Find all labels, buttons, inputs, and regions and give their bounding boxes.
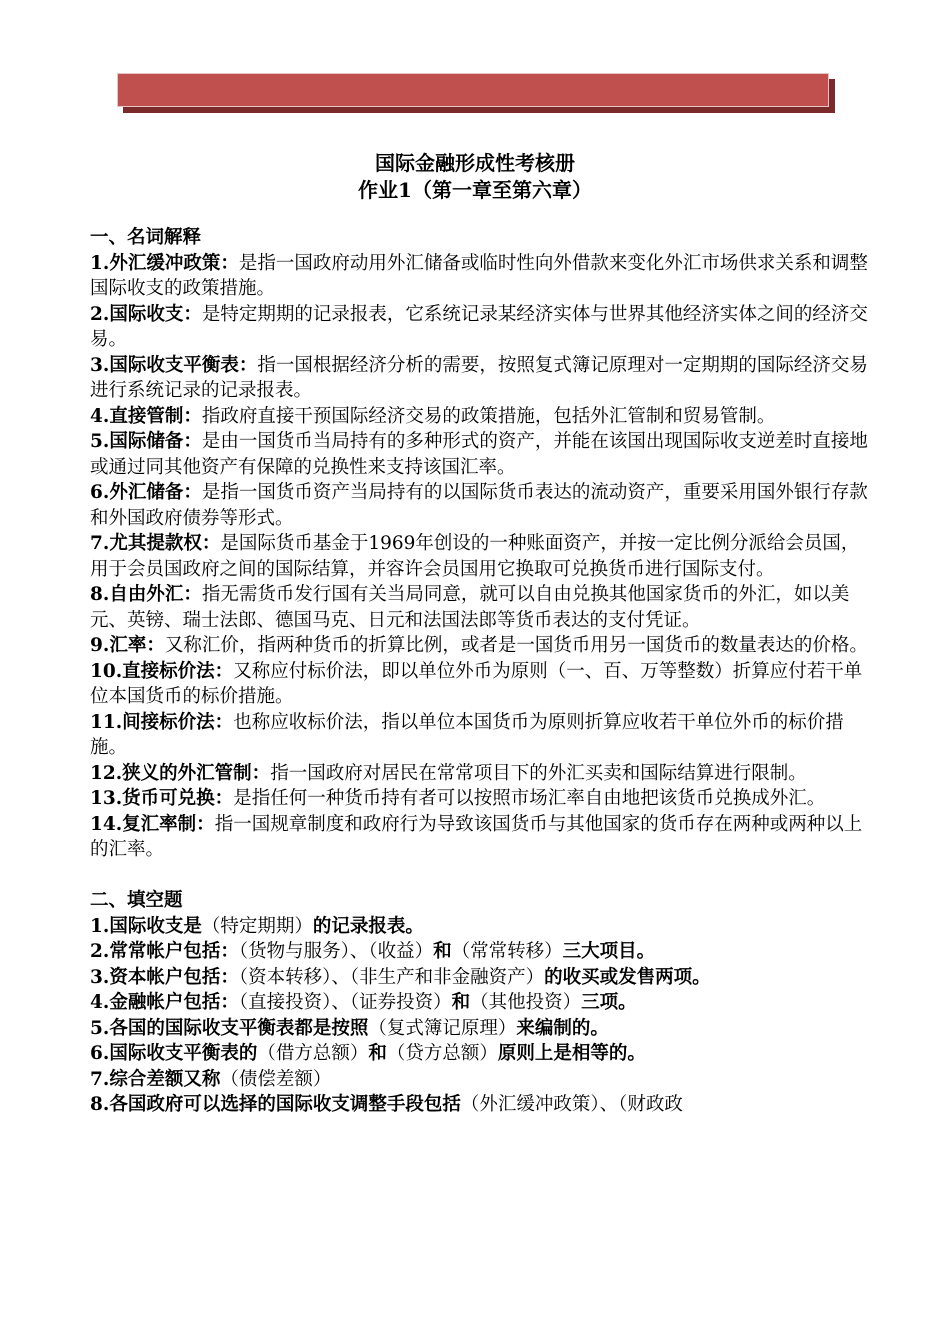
definition-item — [90, 761, 870, 787]
fill-answer: （其他投资） — [470, 992, 582, 1013]
definition-term: 2.国际收支： — [90, 303, 202, 325]
document-subtitle: 作业1（第一章至第六章） — [358, 178, 592, 202]
definition-item — [90, 480, 870, 531]
fill-item — [90, 990, 870, 1016]
definition-term: 4.直接管制： — [90, 405, 202, 427]
definition-term: 7.尤其提款权： — [90, 533, 221, 554]
definition-item — [90, 633, 870, 659]
definition-term: 12.狭义的外汇管制： — [90, 762, 271, 784]
definition-term: 14.复汇率制： — [90, 813, 215, 835]
fill-text: 的收买或发售两项。 — [544, 966, 711, 988]
definition-term: 11.间接标价法： — [90, 711, 234, 733]
definition-item — [90, 251, 870, 302]
definition-text: 指一国政府对居民在常常项目下的外汇买卖和国际结算进行限制。 — [270, 762, 807, 784]
definition-text: 指一国规章制度和政府行为导致该国货币与其他国家的货币存在两种或两种以上的汇率。 — [90, 813, 863, 860]
definition-text: 指无需货币发行国有关当局同意，就可以自由兑换其他国家货币的外汇，如以美元、英镑、瑞士法郎、德国马克、日元和法国法郎等货币表达的支付凭证。 — [90, 584, 850, 631]
definition-text: 是指任何一种货币持有者可以按照市场汇率自由地把该货币兑换成外汇。 — [233, 788, 826, 809]
fill-answer: （借方总额） — [257, 1043, 369, 1064]
section-heading-definitions: 一、名词解释 — [90, 227, 202, 248]
definition-term: 3.国际收支平衡表： — [90, 354, 258, 376]
fill-text: 和 — [368, 1043, 387, 1064]
definition-item — [90, 812, 870, 863]
definition-text: 是特定期期的记录报表，它系统记录某经济实体与世界其他经济实体之间的经济交易。 — [90, 303, 868, 350]
section-spacer — [90, 863, 870, 889]
definition-item — [90, 659, 870, 710]
fill-text: 5.各国的国际收支平衡表都是按照 — [90, 1017, 369, 1039]
header-banner — [117, 73, 833, 111]
fill-text: 来编制的。 — [516, 1017, 609, 1039]
fill-text: 的记录报表。 — [312, 915, 424, 937]
definition-text: 又称汇价，指两种货币的折算比例，或者是一国货币用另一国货币的数量表达的价格。 — [164, 635, 868, 656]
definition-text: 是指一国货币资产当局持有的以国际货币表达的流动资产，重要采用国外银行存款和外国政府债券等形式。 — [90, 482, 868, 529]
definition-item — [90, 710, 870, 761]
definition-term: 13.货币可兑换： — [90, 788, 234, 809]
definition-term: 6.外汇储备： — [90, 482, 202, 503]
definition-item — [90, 353, 870, 404]
fill-answer: （直接投资）、（证券投资） — [238, 992, 452, 1013]
fill-answer: （债偿差额） — [220, 1068, 332, 1090]
definition-item — [90, 429, 870, 480]
fill-answer: （货物与服务）、（收益） — [238, 941, 434, 962]
definition-text: 是指一国政府动用外汇储备或临时性向外借款来变化外汇市场供求关系和调整国际收支的政策措施。 — [90, 252, 868, 299]
fill-item — [90, 914, 870, 940]
definition-term: 1.外汇缓冲政策： — [90, 252, 239, 274]
definition-text: 是由一国货币当局持有的多种形式的资产，并能在该国出现国际收支逆差时直接地或通过同其他资产有保障的兑换性来支持该国汇率。 — [90, 431, 868, 478]
definition-item — [90, 582, 870, 633]
fill-text: 8.各国政府可以选择的国际收支调整手段包括 — [90, 1094, 461, 1115]
fill-text: 三项。 — [581, 992, 637, 1013]
fill-text: 和 — [451, 992, 471, 1013]
definition-text: 也称应收标价法，指以单位本国货币为原则折算应收若干单位外币的标价措施。 — [90, 711, 844, 758]
fill-text: 7.综合差额又称 — [90, 1068, 221, 1090]
fill-text: 3.资本帐户包括： — [90, 966, 239, 988]
fill-item — [90, 1016, 870, 1042]
definition-item — [90, 404, 870, 430]
section-heading-fill-in: 二、填空题 — [90, 890, 183, 911]
fill-text: 6.国际收支平衡表的 — [90, 1043, 258, 1064]
definition-text: 指一国根据经济分析的需要，按照复式簿记原理对一定期期的国际经济交易进行系统记录的记录报表。 — [90, 354, 868, 401]
fill-item — [90, 1041, 870, 1067]
fill-answer: （常常转移） — [451, 941, 563, 962]
fill-answer: （贷方总额） — [386, 1043, 498, 1064]
fill-item — [90, 965, 870, 991]
definition-text: 是国际货币基金于1969年创设的一种账面资产，并按一定比例分派给会员国，用于会员国政府之间的国际结算，并容许会员国用它换取可兑换货币进行国际支付。 — [90, 533, 860, 580]
fill-text: 原则上是相等的。 — [497, 1043, 646, 1064]
fill-text: 和 — [433, 941, 452, 962]
fill-item — [90, 939, 870, 965]
header-banner-bar — [117, 73, 829, 107]
definition-term: 8.自由外汇： — [90, 584, 202, 605]
fill-text: 2.常常帐户包括： — [90, 941, 239, 962]
fill-answer: （特定期期） — [201, 915, 313, 937]
fill-text: 4.金融帐户包括： — [90, 992, 239, 1013]
fill-answer: （外汇缓冲政策）、（财政政 — [460, 1094, 683, 1115]
fill-text: 1.国际收支是 — [90, 915, 202, 937]
fill-item — [90, 1092, 870, 1118]
definition-item — [90, 531, 870, 582]
definition-item — [90, 786, 870, 812]
definition-text: 指政府直接干预国际经济交易的政策措施，包括外汇管制和贸易管制。 — [201, 405, 776, 427]
document-title: 国际金融形成性考核册 — [375, 151, 575, 175]
definition-term: 9.汇率： — [90, 635, 165, 656]
definition-term: 10.直接标价法： — [90, 660, 234, 682]
document-body — [90, 225, 870, 1118]
fill-text: 三大项目。 — [562, 941, 656, 962]
definition-item — [90, 302, 870, 353]
definition-term: 5.国际储备： — [90, 431, 202, 452]
definition-text: 又称应付标价法，即以单位外币为原则（一、百、万等整数）折算应付若干单位本国货币的标价措施。 — [90, 660, 863, 707]
fill-answer: （资本转移）、（非生产和非金融资产） — [238, 966, 545, 988]
fill-answer: （复式簿记原理） — [368, 1017, 517, 1039]
fill-item — [90, 1067, 870, 1093]
